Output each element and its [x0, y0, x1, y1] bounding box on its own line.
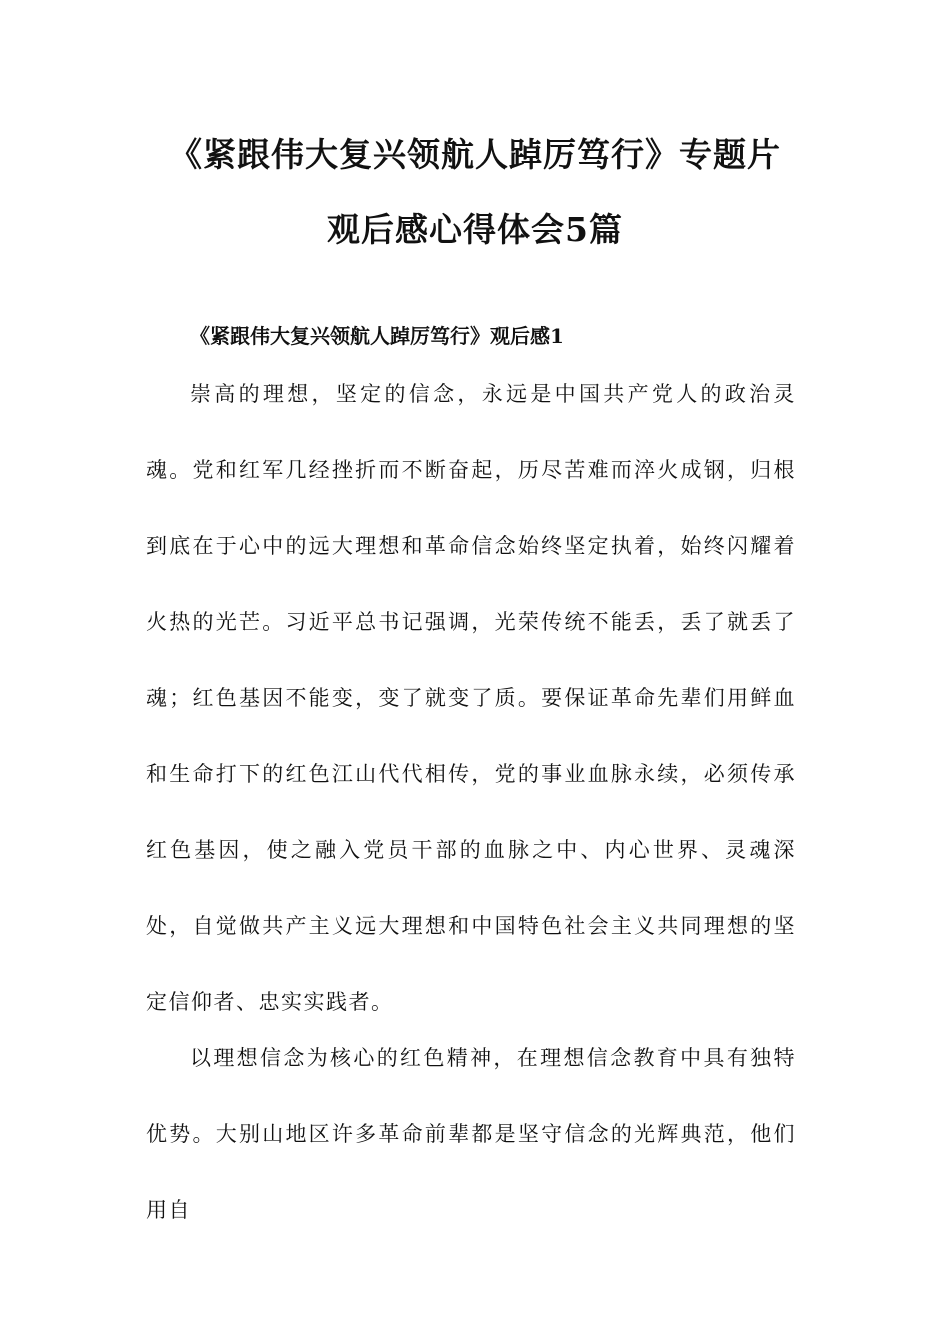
paragraph-2: 以理想信念为核心的红色精神，在理想信念教育中具有独特优势。大别山地区许多革命前辈都是坚守信念的光辉典范，他们用自	[146, 1046, 796, 1222]
section-heading: 《紧跟伟大复兴领航人踔厉笃行》观后感1	[190, 324, 564, 348]
paragraph-1: 崇高的理想，坚定的信念，永远是中国共产党人的政治灵魂。党和红军几经挫折而不断奋起，历尽苦难而淬火成钢，归根到底在于心中的远大理想和革命信念始终坚定执着，始终闪耀着火热的光芒。习近平总书记强调，光荣传统不能丢，丢了就丢了魂；红色基因不能变，变了就变了质。要保证革命先辈们用鲜血和生命打下的红色江山代代相传，党的事业血脉永续，必须传承红色基因，使之融入党员干部的血脉之中、内心世界、灵魂深处，自觉做共产主义远大理想和中国特色社会主义共同理想的坚定信仰者、忠实实践者。	[146, 382, 796, 1014]
document-title-line-2: 观后感心得体会5篇	[327, 210, 623, 249]
document-title-line-1: 《紧跟伟大复兴领航人踔厉笃行》专题片	[169, 135, 781, 174]
